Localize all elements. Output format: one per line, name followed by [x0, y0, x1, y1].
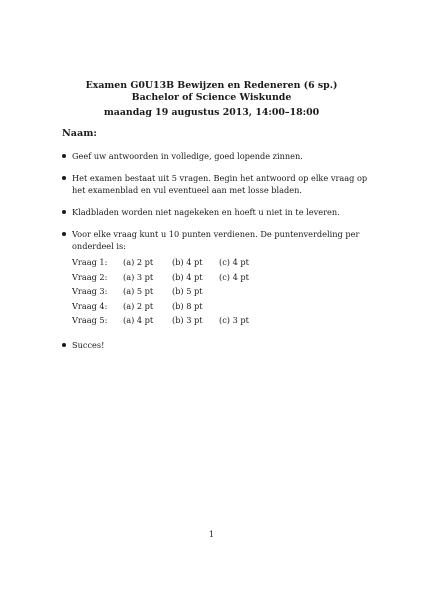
table-row	[72, 300, 259, 315]
bullet-icon	[62, 210, 66, 214]
instruction-item	[62, 228, 380, 329]
page-number: 1	[208, 529, 215, 539]
program-name: Bachelor of Science Wiskunde	[131, 92, 292, 103]
question-label: Vraag 5:	[72, 315, 108, 325]
instruction-item	[62, 150, 380, 162]
points-cell: (b) 4 pt	[172, 271, 203, 282]
points-cell	[219, 300, 259, 315]
points-cell: (a) 4 pt	[123, 315, 154, 325]
bullet-icon	[62, 154, 66, 158]
question-label: Vraag 2:	[72, 271, 108, 282]
exam-date: maandag 19 augustus 2013, 14:00–18:00	[103, 107, 320, 118]
points-cell: (b) 4 pt	[172, 257, 203, 267]
points-table	[72, 256, 259, 329]
points-cell: (c) 4 pt	[219, 257, 249, 267]
instructions-list	[62, 150, 380, 361]
question-label: Vraag 1:	[72, 257, 108, 267]
bullet-icon	[62, 176, 66, 180]
instruction-item	[62, 339, 380, 351]
instruction-text: Het examen bestaat uit 5 vragen. Begin het antwoord op elke vraag op het examenblad en vul eventueel aan met losse bladen.	[72, 173, 368, 195]
bullet-icon	[62, 343, 66, 347]
instruction-text: Geef uw antwoorden in volledige, goed lopende zinnen.	[72, 151, 303, 161]
instruction-text: Succes!	[72, 339, 105, 350]
instruction-text: Voor elke vraag kunt u 10 punten verdienen. De puntenverdeling per onderdeel is:	[72, 229, 360, 251]
points-cell: (b) 5 pt	[172, 286, 203, 296]
instruction-item	[62, 172, 380, 196]
points-cell	[219, 285, 259, 300]
question-label: Vraag 4:	[72, 300, 108, 311]
points-cell: (c) 3 pt	[219, 315, 249, 325]
question-label: Vraag 3:	[72, 286, 108, 296]
points-cell: (c) 4 pt	[219, 271, 249, 282]
table-row	[72, 271, 259, 286]
name-label: Naam:	[62, 128, 97, 139]
points-cell: (a) 2 pt	[123, 257, 154, 267]
table-row	[72, 256, 259, 271]
instruction-text: Kladbladen worden niet nagekeken en hoeft u niet in te leveren.	[72, 207, 340, 217]
bullet-icon	[62, 232, 66, 236]
points-cell: (a) 3 pt	[123, 271, 154, 282]
points-cell: (a) 5 pt	[123, 286, 154, 296]
exam-title: Examen G0U13B Bewijzen en Redeneren (6 sp.)	[85, 80, 338, 91]
instruction-item	[62, 206, 380, 218]
table-row	[72, 285, 259, 300]
table-row	[72, 314, 259, 329]
points-cell: (a) 2 pt	[123, 300, 154, 311]
points-cell: (b) 3 pt	[172, 315, 203, 325]
points-cell: (b) 8 pt	[172, 300, 203, 311]
